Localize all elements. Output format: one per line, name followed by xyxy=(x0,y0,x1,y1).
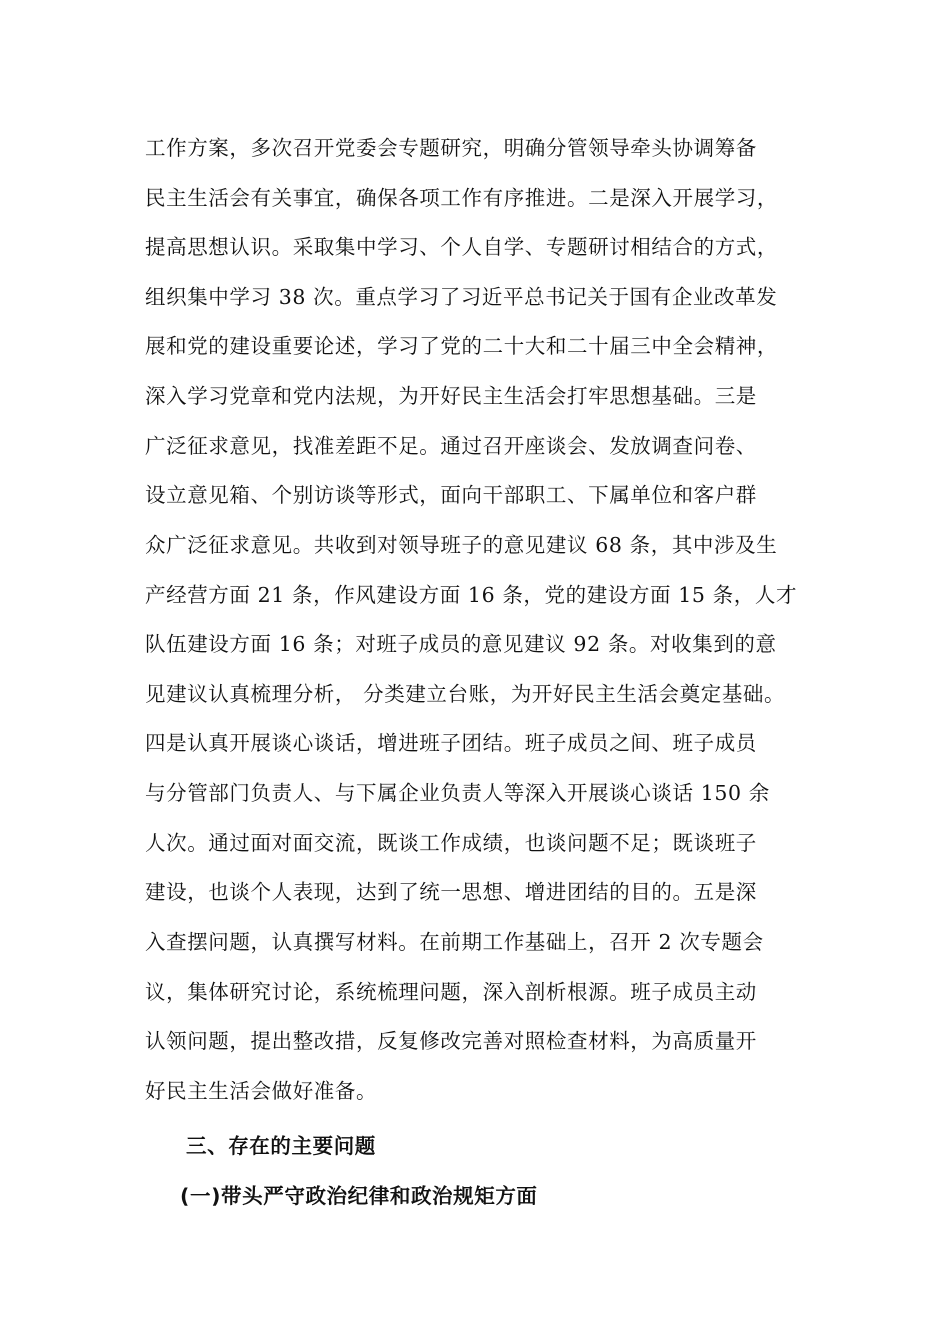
subsection-heading: (一)带头严守政治纪律和政治规矩方面 xyxy=(180,1184,538,1208)
body-line: 与分管部门负责人、与下属企业负责人等深入开展谈心谈话 150 余 xyxy=(145,781,770,805)
body-line: 议，集体研究讨论，系统梳理问题，深入剖析根源。班子成员主动 xyxy=(145,980,757,1004)
body-line: 设立意见箱、个别访谈等形式，面向干部职工、下属单位和客户群 xyxy=(145,483,757,507)
body-line: 广泛征求意见，找准差距不足。通过召开座谈会、发放调查问卷、 xyxy=(145,434,757,458)
section-heading: 三、存在的主要问题 xyxy=(186,1134,376,1158)
body-line: 展和党的建设重要论述，学习了党的二十大和二十届三中全会精神， xyxy=(145,334,778,358)
body-line: 入查摆问题，认真撰写材料。在前期工作基础上，召开 2 次专题会 xyxy=(145,930,764,954)
body-line: 好民主生活会做好准备。 xyxy=(145,1079,378,1103)
body-line: 产经营方面 21 条，作风建设方面 16 条，党的建设方面 15 条，人才 xyxy=(145,583,798,607)
body-line: 人次。通过面对面交流，既谈工作成绩，也谈问题不足；既谈班子 xyxy=(145,831,757,855)
body-line: 组织集中学习 38 次。重点学习了习近平总书记关于国有企业改革发 xyxy=(145,285,778,309)
body-line: 众广泛征求意见。共收到对领导班子的意见建议 68 条，其中涉及生 xyxy=(145,533,778,557)
body-line: 四是认真开展谈心谈话，增进班子团结。班子成员之间、班子成员 xyxy=(145,731,757,755)
body-line: 队伍建设方面 16 条；对班子成员的意见建议 92 条。对收集到的意 xyxy=(145,632,777,656)
body-line: 提高思想认识。采取集中学习、个人自学、专题研讨相结合的方式， xyxy=(145,235,778,259)
body-line: 深入学习党章和党内法规，为开好民主生活会打牢思想基础。三是 xyxy=(145,384,757,408)
body-line: 认领问题，提出整改措，反复修改完善对照检查材料，为高质量开 xyxy=(145,1029,757,1053)
body-line: 民主生活会有关事宜，确保各项工作有序推进。二是深入开展学习， xyxy=(145,186,778,210)
body-line: 见建议认真梳理分析， 分类建立台账，为开好民主生活会奠定基础。 xyxy=(145,682,786,706)
body-line: 工作方案，多次召开党委会专题研究，明确分管领导牵头协调筹备 xyxy=(145,136,757,160)
body-line: 建设，也谈个人表现，达到了统一思想、增进团结的目的。五是深 xyxy=(145,880,757,904)
